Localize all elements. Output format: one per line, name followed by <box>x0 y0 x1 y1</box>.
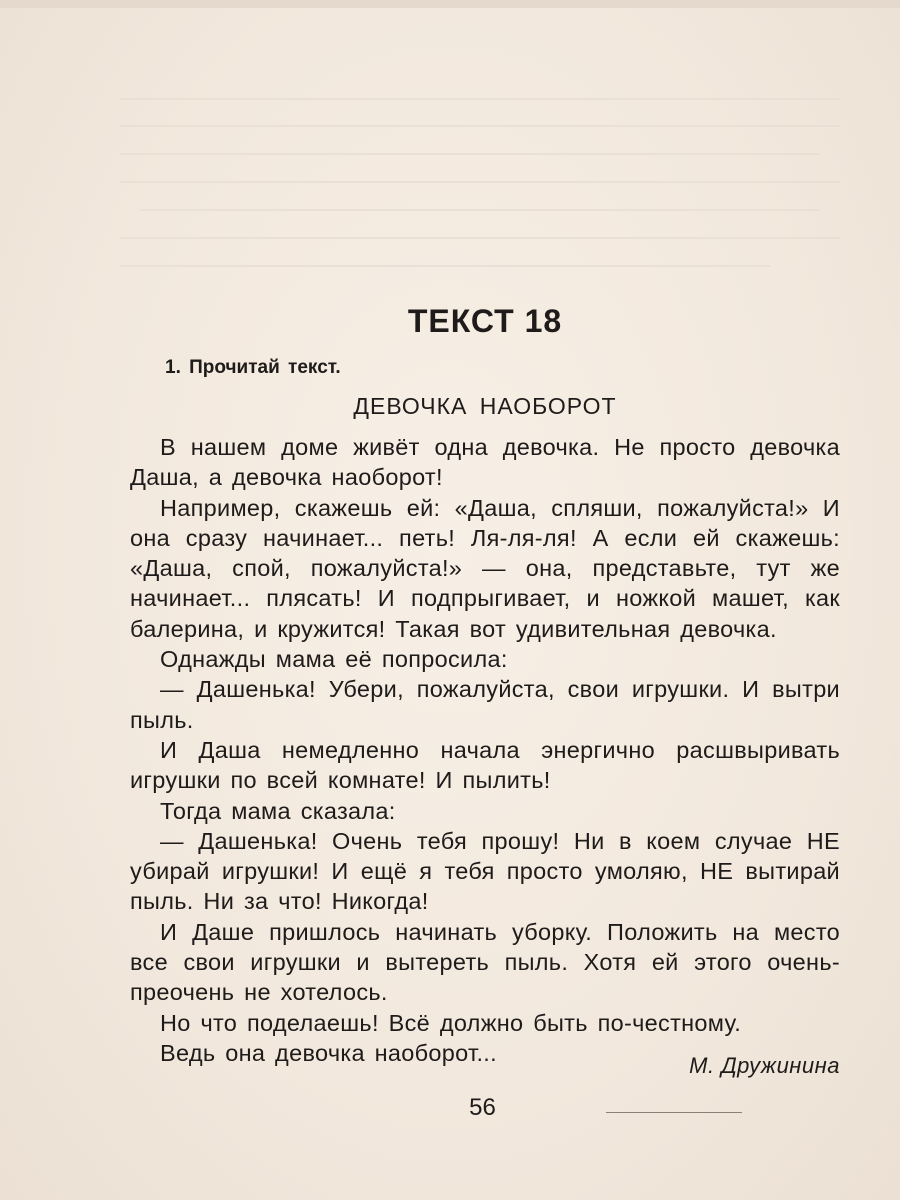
page-number: 56 <box>469 1094 496 1121</box>
paragraph: Например, скажешь ей: «Даша, спляши, пожалуйста!» И она сразу начинает... петь! Ля-ля-ля! А если ей скажешь: «Даша, спой, пожалуйста!» — она, представьте, тут же начинает... плясать! И подпрыгивает, и ножкой машет, как балерина, и кружится! Такая вот удивительная девочка. <box>130 494 840 642</box>
paragraph: — Дашенька! Убери, пожалуйста, свои игрушки. И вытри пыль. <box>130 676 840 733</box>
show-through-line <box>140 209 820 211</box>
author-signature: М. Дружинина <box>689 1053 840 1078</box>
paragraph: Но что поделаешь! Всё должно быть по-честному. <box>160 1009 742 1036</box>
show-through-line <box>120 153 820 155</box>
show-through-line <box>120 237 840 239</box>
show-through-line <box>120 265 770 267</box>
paragraph: Однажды мама её попросила: <box>160 646 508 673</box>
story-text <box>130 432 840 1068</box>
paragraph: И Даша немедленно начала энергично расшвыривать игрушки по всей комнате! И пылить! <box>130 736 840 794</box>
show-through-line <box>120 125 840 127</box>
footer-rule <box>606 1112 742 1113</box>
paragraph: — Дашенька! Очень тебя прошу! Ни в коем случае НЕ убирай игрушки! И ещё я тебя просто умоляю, НЕ вытирай пыль. Ни за что! Никогда! <box>130 827 840 915</box>
task-instruction: 1. Прочитай текст. <box>165 357 341 378</box>
page-title: ТЕКСТ 18 <box>407 303 563 339</box>
show-through-line <box>120 181 840 183</box>
paragraph: Ведь она девочка наоборот... <box>160 1039 497 1066</box>
story-title: ДЕВОЧКА НАОБОРОТ <box>353 393 617 419</box>
paragraph: И Даше пришлось начинать уборку. Положить на место все свои игрушки и вытереть пыль. Хотя ей этого очень-преочень не хотелось. <box>130 918 840 1006</box>
page-top-edge <box>0 0 900 8</box>
paragraph: В нашем доме живёт одна девочка. Не просто девочка Даша, а девочка наоборот! <box>130 434 840 491</box>
show-through-line <box>120 98 840 100</box>
paragraph: Тогда мама сказала: <box>160 797 396 824</box>
